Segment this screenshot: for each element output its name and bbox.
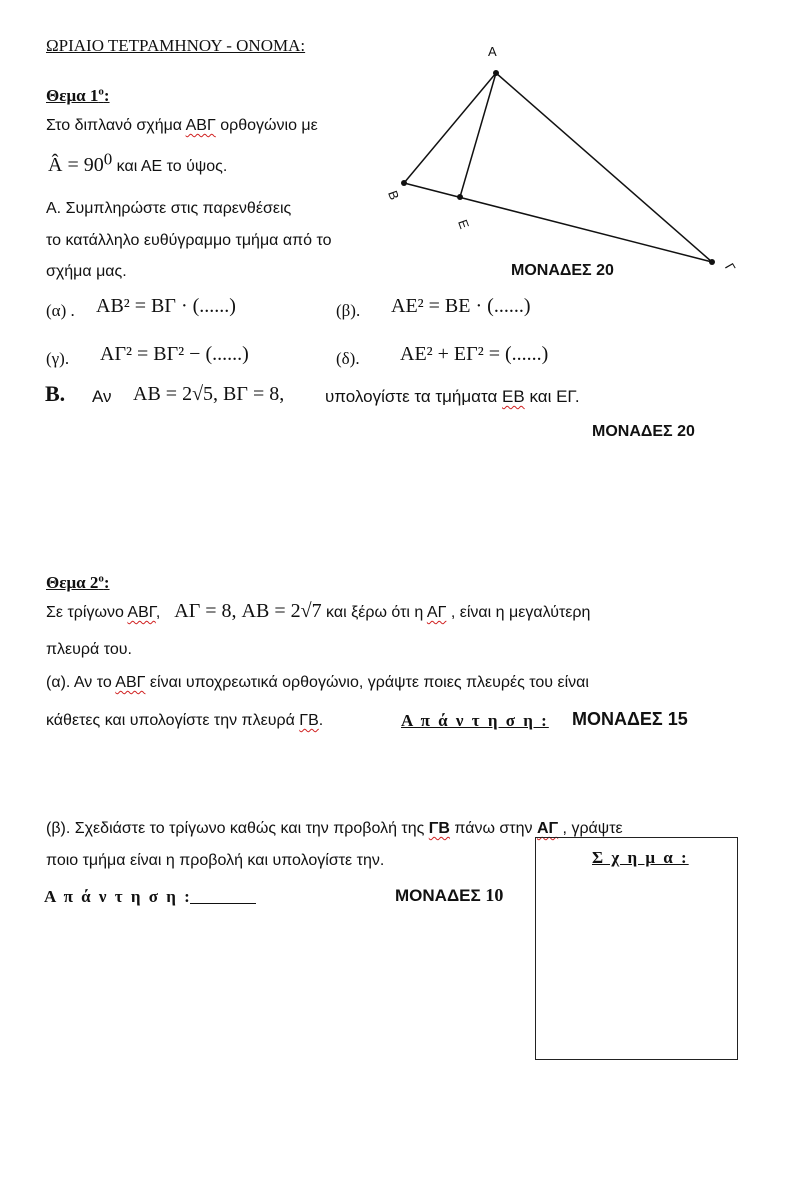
marks-partB: ΜΟΝΑΔΕΣ 20 [592, 423, 695, 440]
theme1-line1: Στο διπλανό σχήμα ΑΒΓ ορθογώνιο με [46, 117, 318, 134]
theme2-heading: Θεμα $2^o$: [46, 572, 110, 592]
item-c-label: (γ). [46, 349, 70, 368]
item-d-label: (δ). [336, 349, 360, 368]
theme1-heading: Θεμα $1^o$: [46, 85, 110, 105]
answer-line [190, 903, 256, 904]
partB-an: Αν [92, 387, 112, 406]
partB-text: υπολογίστε τα τμήματα ΕΒ και ΕΓ. [325, 387, 580, 406]
theme2-b-line2: ποιο τμήμα είναι η προβολή και υπολογίστε την. [46, 852, 385, 869]
schema-box[interactable] [535, 837, 738, 1060]
theme2-line1: Σε τρίγωνο ΑΒΓ, AΓ = 8, AB = 2√7 και ξέρω ότι η ΑΓ , είναι η μεγαλύτερη [46, 600, 591, 622]
partB-expression: AB = 2√5, ΒΓ = 8, [133, 383, 285, 405]
item-a-label: (α) . [46, 301, 75, 320]
foot-E [457, 194, 463, 200]
vertex-B [401, 180, 407, 186]
marks-theme2-a: ΜΟΝΑΔΕΣ 15 [572, 709, 688, 729]
theme2-a-line2: κάθετες και υπολογίστε την πλευρά ΓΒ. [46, 712, 324, 729]
theme2-a-answer-label: Α π ά ν τ η σ η : [401, 711, 549, 730]
partB-label: B. [45, 381, 66, 406]
theme2-b-line1: (β). Σχεδιάστε το τρίγωνο καθώς και την προβολή της ΓΒ πάνω στην ΑΓ , γράψτε [46, 820, 623, 837]
page-title: ΩΡΙΑΙΟ ΤΕΤΡΑΜΗΝΟΥ - ΟΝΟΜΑ: [46, 36, 306, 55]
partA-line3: σχήμα μας. [46, 263, 127, 280]
label-B: B [385, 188, 403, 202]
theme1-line2: Â = $90^0$ και ΑΕ το ύψος. [48, 149, 228, 176]
vertex-G [709, 259, 715, 265]
theme2-expression: AΓ = 8, AB = 2√7 [174, 600, 322, 622]
item-c-expression: AΓ² = ΒΓ² − (......) [100, 343, 249, 365]
label-A: A [488, 44, 497, 59]
label-E: E [455, 217, 473, 231]
item-a-expression: AB² = ΒΓ · (......) [96, 295, 236, 317]
item-b-expression: AE² = BE · (......) [391, 295, 531, 317]
theme2-line2: πλευρά του. [46, 641, 132, 658]
item-b-label: (β). [336, 301, 361, 320]
item-d-expression: AE² + EΓ² = (......) [400, 343, 549, 365]
partA-line1: Α. Συμπληρώστε στις παρενθέσεις [46, 200, 292, 217]
triangle-figure [385, 40, 745, 290]
theme2-a-line1: (α). Αν το ΑΒΓ είναι υποχρεωτικά ορθογώνιο, γράψτε ποιες πλευρές του είναι [46, 674, 589, 691]
theme2-b-answer-label: Α π ά ν τ η σ η : [44, 887, 192, 906]
altitude-AE [460, 73, 496, 197]
schema-label: Σ χ η μ α : [592, 848, 689, 867]
side-AB [404, 73, 496, 183]
marks-partA: ΜΟΝΑΔΕΣ 20 [511, 262, 614, 279]
label-G: Γ [721, 260, 739, 275]
angle-equation: Â = 90 [48, 154, 104, 176]
marks-theme2-b: ΜΟΝΑΔΕΣ 10 [395, 885, 504, 905]
vertex-A [493, 70, 499, 76]
partA-line2: το κατάλληλο ευθύγραμμο τμήμα από το [46, 232, 332, 249]
